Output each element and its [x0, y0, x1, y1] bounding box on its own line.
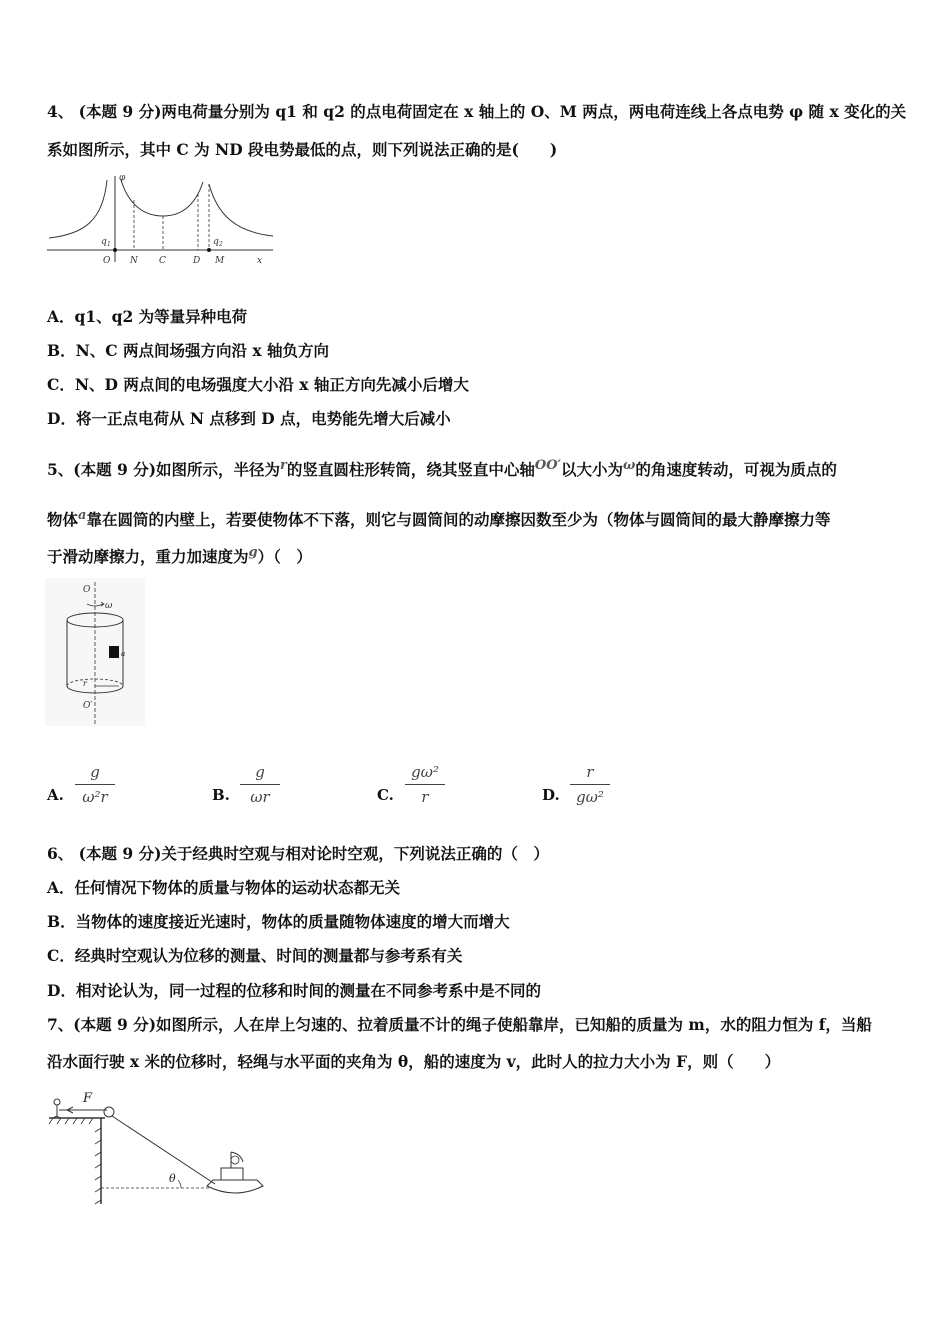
q4-option-d: D．将一正点电荷从 N 点移到 D 点，电势能先增大后减小 [47, 409, 451, 428]
q5-cylinder-figure [45, 578, 145, 726]
person-head [54, 1099, 60, 1105]
phi-curve-left [49, 180, 107, 238]
point-q1 [113, 248, 117, 252]
svg-text:r: r [83, 679, 87, 688]
q6-option-a: A．任何情况下物体的质量与物体的运动状态都无关 [47, 878, 401, 897]
phi-curve-right [209, 184, 273, 236]
boat [207, 1180, 263, 1193]
phi-curve-middle [121, 180, 203, 216]
svg-text:x: x [257, 256, 263, 266]
label-phi: φ [119, 173, 126, 183]
block-a [109, 646, 119, 658]
q7-stem-line1: 7、(本题 9 分)如图所示，人在岸上匀速的、拉着质量不计的绳子使船靠岸，已知船的质量为 m，水的阻力恒为 f，当船 [47, 1015, 872, 1034]
q5-stem-line2: 物体$^a$靠在圆筒的内壁上，若要使物体不下落，则它与圆筒间的动摩擦因数至少为（物体与圆筒间的最大静摩擦力等 [47, 508, 831, 530]
symbol-g: g [248, 545, 258, 560]
svg-text:M: M [215, 256, 225, 266]
svg-text:θ: θ [169, 1172, 176, 1185]
q7-boat-figure [45, 1088, 277, 1208]
svg-text:O: O [83, 585, 91, 595]
q6-stem: 6、 (本题 9 分)关于经典时空观与相对论时空观，下列说法正确的（ ） [47, 844, 549, 863]
q4-stem-line1: 4、 (本题 9 分)两电荷量分别为 q1 和 q2 的点电荷固定在 x 轴上的 O、M 两点，两电荷连线上各点电势 φ 随 x 变化的关 [47, 102, 907, 121]
q4-potential-graph [45, 170, 277, 270]
svg-text:N: N [130, 256, 138, 266]
svg-text:ω: ω [105, 601, 113, 611]
svg-text:O: O [103, 256, 111, 266]
point-q2 [207, 248, 211, 252]
svg-text:O′: O′ [83, 701, 93, 711]
q4-option-c: C．N、D 两点间的电场强度大小沿 x 轴正方向先减小后增大 [47, 375, 469, 394]
svg-text:F: F [83, 1091, 93, 1106]
symbol-r: r [280, 458, 287, 473]
pulley [104, 1107, 114, 1117]
q4-option-a: A．q1、q2 为等量异种电荷 [47, 307, 248, 326]
q5-stem-line3: 于滑动摩擦力，重力加速度为$^g$）（ ） [47, 545, 312, 567]
svg-text:q: q [101, 237, 107, 247]
symbol-omega: ω [623, 458, 636, 473]
q6-option-c: C．经典时空观认为位移的测量、时间的测量都与参考系有关 [47, 946, 463, 965]
svg-text:C: C [159, 256, 166, 266]
symbol-oo-prime: OO′ [534, 458, 561, 473]
q4-stem-line2: 系如图所示，其中 C 为 ND 段电势最低的点，则下列说法正确的是( ) [47, 140, 558, 159]
svg-text:2: 2 [219, 241, 223, 248]
q6-option-d: D．相对论认为，同一过程的位移和时间的测量在不同参考系中是不同的 [47, 981, 541, 1000]
svg-text:1: 1 [107, 241, 111, 248]
q5-stem-line1: 5、(本题 9 分)如图所示，半径为$^r$的竖直圆柱形转筒，绕其竖直中心轴$^{OO'}$以大小为$^\omega$的角速度转动，可视为质点的 [47, 458, 837, 480]
svg-text:q: q [213, 237, 219, 247]
q6-option-b: B．当物体的速度接近光速时，物体的质量随物体速度的增大而增大 [47, 912, 510, 931]
q7-stem-line2: 沿水面行驶 x 米的位移时，轻绳与水平面的夹角为 θ，船的速度为 v，此时人的拉力大小为 F，则（ ） [47, 1052, 781, 1071]
symbol-a: a [78, 508, 87, 523]
q4-option-b: B．N、C 两点间场强方向沿 x 轴负方向 [47, 341, 330, 360]
svg-text:D: D [193, 256, 201, 266]
svg-text:a: a [121, 650, 126, 658]
